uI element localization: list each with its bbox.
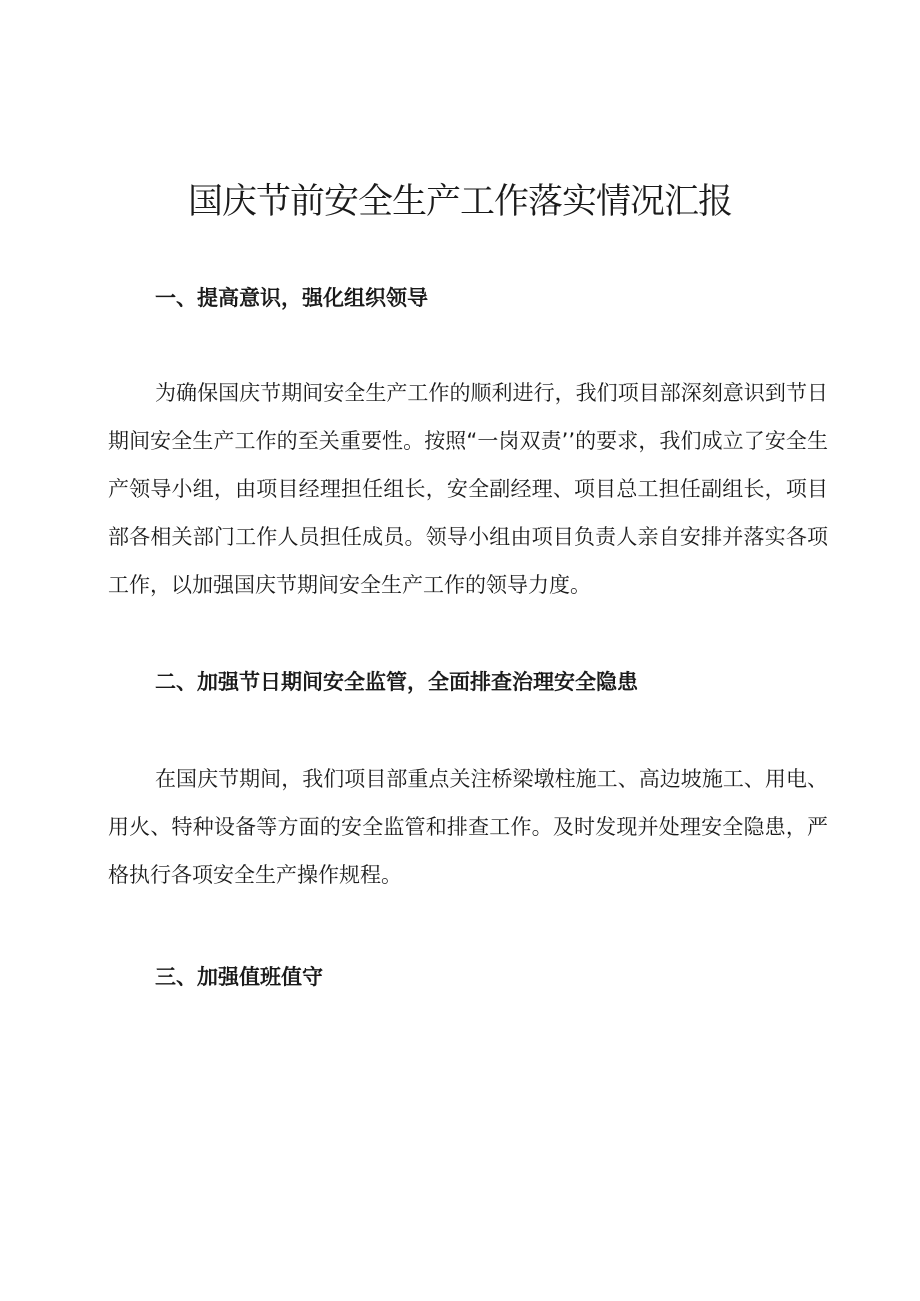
section-heading-3: 三、加强值班值守: [155, 965, 323, 989]
section-heading-2: 二、加强节日期间安全监管，全面排查治理安全隐患: [155, 670, 638, 694]
section-paragraph-1: 为确保国庆节期间安全生产工作的顺利进行，我们项目部深刻意识到节日期间安全生产工作的至关重要性。按照“一岗双责’’的要求，我们成立了安全生产领导小组，由项目经理担任组长，安全副经理、项目总工担任副组长，项目部各相关部门工作人员担任成员。领导小组由项目负责人亲自安排并落实各项工作，以加强国庆节期间安全生产工作的领导力度。: [108, 381, 828, 597]
document-title: 国庆节前安全生产工作落实情况汇报: [187, 182, 732, 222]
section-paragraph-2: 在国庆节期间，我们项目部重点关注桥梁墩柱施工、高边坡施工、用电、用火、特种设备等方面的安全监管和排查工作。及时发现并处理安全隐患，严格执行各项安全生产操作规程。: [108, 767, 828, 887]
section-heading-1: 一、提高意识，强化组织领导: [155, 286, 428, 310]
